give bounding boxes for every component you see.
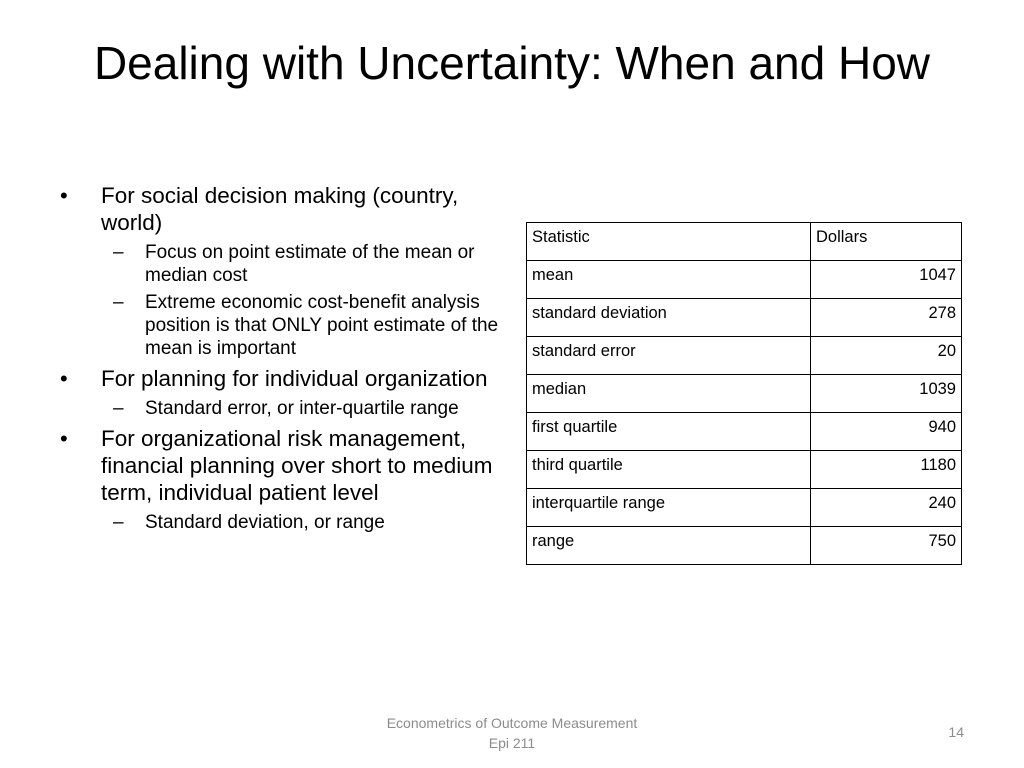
- table-header-cell: Dollars: [811, 223, 962, 261]
- page-number: 14: [948, 724, 964, 740]
- table-cell-dollars: 940: [811, 413, 962, 451]
- sub-bullet-item: [101, 291, 500, 360]
- table-cell-statistic: standard error: [527, 337, 811, 375]
- dash-icon: –: [113, 242, 124, 263]
- table-row: [527, 299, 962, 337]
- sub-bullet-text: Extreme economic cost-benefit analysis position is that ONLY point estimate of the mean is important: [145, 292, 499, 359]
- table-cell-statistic: range: [527, 527, 811, 565]
- dash-icon: –: [113, 398, 124, 419]
- bullet-icon: •: [60, 183, 68, 208]
- table-row: [527, 413, 962, 451]
- bullet-list: [60, 182, 500, 539]
- bullet-text: For social decision making (country, world): [101, 183, 459, 235]
- statistics-table: [526, 222, 962, 565]
- sub-bullet-text: Focus on point estimate of the mean or median cost: [145, 242, 475, 286]
- table-header-cell: Statistic: [527, 223, 811, 261]
- table-cell-dollars: 1180: [811, 451, 962, 489]
- slide-footer: [312, 713, 712, 753]
- table-cell-dollars: 750: [811, 527, 962, 565]
- table-cell-statistic: third quartile: [527, 451, 811, 489]
- table-cell-dollars: 20: [811, 337, 962, 375]
- sub-bullet-list: [101, 397, 500, 420]
- footer-course-code: Epi 211: [488, 735, 536, 751]
- bullet-text: For organizational risk management, financial planning over short to medium term, individual patient level: [101, 426, 493, 505]
- table-cell-dollars: 1039: [811, 375, 962, 413]
- table-cell-dollars: 1047: [811, 261, 962, 299]
- sub-bullet-item: [101, 511, 500, 534]
- table-cell-dollars: 278: [811, 299, 962, 337]
- table-cell-statistic: interquartile range: [527, 489, 811, 527]
- sub-bullet-item: [101, 397, 500, 420]
- sub-bullet-item: [101, 241, 500, 287]
- bullet-item: [60, 425, 500, 534]
- table-row: [527, 489, 962, 527]
- dash-icon: –: [113, 512, 124, 533]
- sub-bullet-list: [101, 511, 500, 534]
- table-cell-statistic: standard deviation: [527, 299, 811, 337]
- slide-title: Dealing with Uncertainty: When and How: [93, 37, 931, 89]
- dash-icon: –: [113, 292, 124, 313]
- table-cell-statistic: first quartile: [527, 413, 811, 451]
- table-cell-statistic: median: [527, 375, 811, 413]
- table-row: [527, 451, 962, 489]
- table-cell-dollars: 240: [811, 489, 962, 527]
- table-row: [527, 527, 962, 565]
- footer-course-title: Econometrics of Outcome Measurement: [386, 715, 638, 731]
- table-header-row: [527, 223, 962, 261]
- table-cell-statistic: mean: [527, 261, 811, 299]
- table-row: [527, 261, 962, 299]
- bullet-icon: •: [60, 426, 68, 451]
- bullet-item: [60, 365, 500, 420]
- bullet-item: [60, 182, 500, 360]
- bullet-icon: •: [60, 366, 68, 391]
- sub-bullet-text: Standard deviation, or range: [145, 512, 385, 533]
- sub-bullet-text: Standard error, or inter-quartile range: [145, 398, 459, 419]
- bullet-text: For planning for individual organization: [101, 366, 488, 391]
- sub-bullet-list: [101, 241, 500, 360]
- table-row: [527, 337, 962, 375]
- table-row: [527, 375, 962, 413]
